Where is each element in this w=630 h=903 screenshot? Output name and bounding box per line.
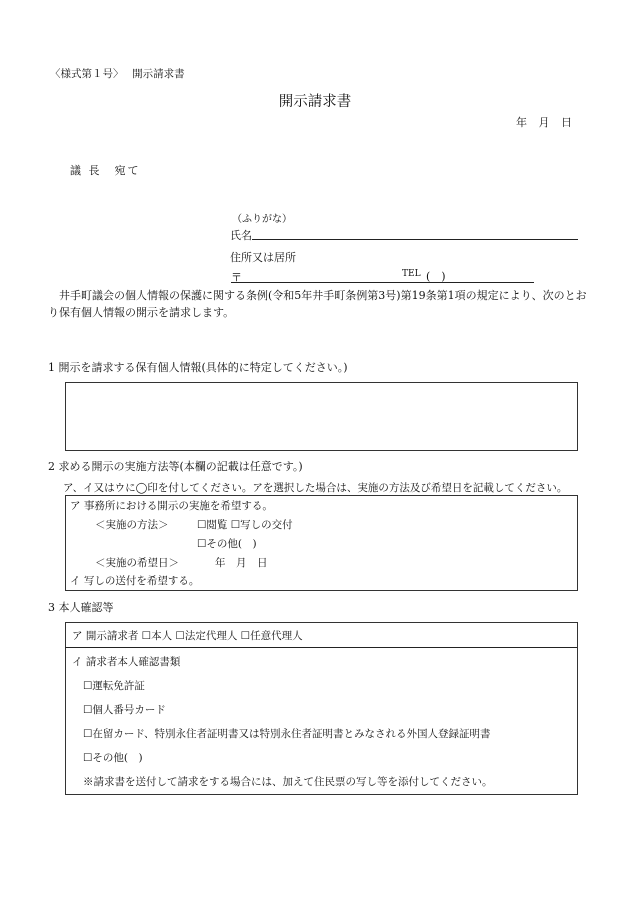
page-title: 開示請求書 (278, 94, 352, 110)
date-year: 年 (516, 116, 527, 129)
requester-row[interactable]: ア 開示請求者 ☐本人 ☐法定代理人 ☐任意代理人 (72, 630, 303, 642)
footnote: ※請求書を送付して請求をする場合には、加えて住民票の写し等を添付してください。 (83, 776, 493, 788)
section2-note: ア、イ又はウに◯印を付してください。アを選択した場合は、実施の方法及び希望日を記載してください。 (63, 482, 568, 494)
address-label: 住所又は居所 (230, 251, 296, 264)
postal-mark: 〒 (231, 271, 242, 284)
desired-date[interactable]: 年 月 日 (215, 557, 268, 569)
name-label: 氏名 (230, 229, 252, 242)
option-b[interactable]: イ 写しの送付を希望する。 (70, 575, 200, 587)
date-day: 日 (561, 116, 572, 129)
tel-label: TEL (402, 269, 421, 279)
date-label: ＜実施の希望日＞ (95, 557, 179, 569)
section2-heading: 2 求める開示の実施方法等(本欄の記載は任意です。) (48, 460, 303, 473)
identity-divider (65, 647, 577, 648)
doc-residence-card[interactable]: ☐在留カード、特別永住者証明書又は特別永住者証明書とみなされる外国人登録証明書 (83, 728, 491, 740)
option-a[interactable]: ア 事務所における開示の実施を希望する。 (70, 500, 273, 512)
address-field[interactable] (231, 282, 534, 283)
method-options[interactable]: ☐閲覧 ☐写しの交付 (197, 519, 293, 531)
furigana-label: （ふりがな） (232, 214, 292, 225)
name-field[interactable] (252, 239, 578, 240)
info-request-box[interactable] (65, 382, 578, 451)
form-number: 〈様式第１号〉 開示請求書 (50, 68, 185, 80)
addressee: 議 長 宛て (70, 164, 141, 177)
date-field (516, 114, 580, 130)
date-month: 月 (538, 116, 550, 129)
tel-field[interactable]: ( ) (426, 270, 446, 283)
doc-license[interactable]: ☐運転免許証 (83, 680, 145, 692)
method-other[interactable]: ☐その他( ) (197, 538, 257, 550)
doc-mynumber[interactable]: ☐個人番号カード (83, 704, 166, 716)
method-label: ＜実施の方法＞ (95, 519, 169, 531)
doc-other[interactable]: ☐その他( ) (83, 752, 143, 764)
docs-heading: イ 請求者本人確認書類 (72, 656, 181, 668)
intro-text: 井手町議会の個人情報の保護に関する条例(令和5年井手町条例第3号)第19条第1項の規定により、次のとおり保有個人情報の開示を請求します。 (48, 289, 587, 319)
section1-heading: 1 開示を請求する保有個人情報(具体的に特定してください。) (48, 361, 348, 374)
section3-heading: 3 本人確認等 (48, 601, 114, 614)
